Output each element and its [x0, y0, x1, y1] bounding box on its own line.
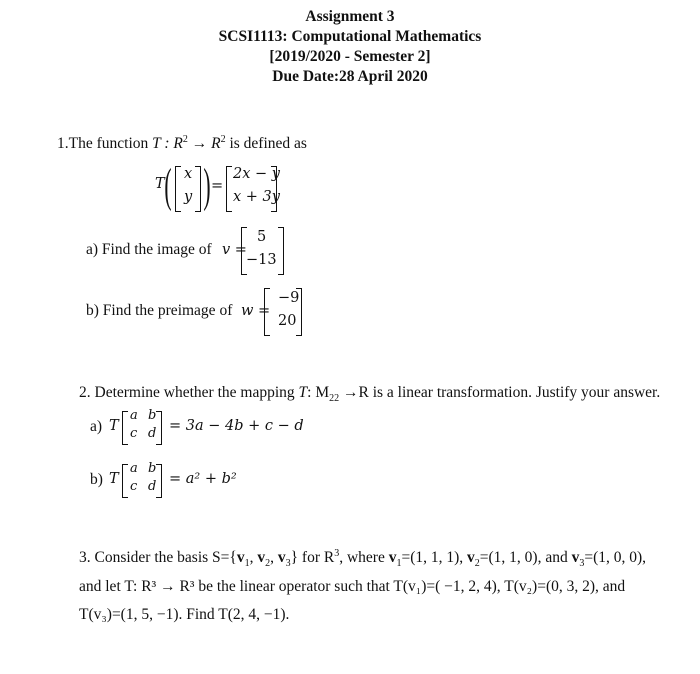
q2a-bracket-right — [156, 411, 162, 445]
q2b-m21: c — [130, 479, 138, 494]
input-bracket-right — [195, 166, 201, 212]
q2a-rhs: = 3a − 4b + c − d — [169, 418, 304, 434]
v-entry-2: −13 — [246, 252, 277, 268]
q3-line2: and let T: R³ → R³ be the linear operator such that T(v₁)=( −1, 2, 4), T(v₂)=(0, 3, 2), and — [79, 578, 626, 595]
w-entry-1: −9 — [278, 290, 300, 306]
q2a-label: a) — [90, 418, 103, 435]
assignment-title: Assignment 3 — [305, 8, 395, 25]
q2b-label: b) — [90, 471, 103, 488]
v-bracket-right — [278, 227, 284, 275]
q2a-bracket-left — [122, 411, 128, 445]
q2b-bracket-right — [156, 464, 162, 498]
right-paren: ) — [203, 159, 211, 212]
q2b-bracket-left — [122, 464, 128, 498]
q2b-m12: b — [148, 461, 157, 476]
q3-line1: 3. Consider the basis $S=\{v_1$, $v_2$, $v_3$} for $R^3$, where $v_1=(1$, 1, 1), $v_2=(1$, 1, 0), and $v_3=(1$, 0, 0), — [79, 547, 647, 570]
w-bracket-right — [296, 288, 302, 336]
q1a-var: v = — [222, 242, 247, 258]
q2b-T: T — [109, 471, 119, 487]
w-entry-2: 20 — [278, 313, 297, 329]
q1-intro: 1.The function T : $R^2 \to R^2$ is defined as — [57, 133, 307, 152]
input-x: x — [184, 166, 193, 182]
output-bracket-left — [226, 166, 232, 212]
q2a-m11: a — [130, 408, 138, 423]
output-row2: x + 3y — [233, 189, 280, 205]
w-bracket-left — [264, 288, 270, 336]
q2a-T: T — [109, 418, 119, 434]
v-entry-1: 5 — [257, 229, 267, 245]
q2b-rhs: = a² + b² — [169, 471, 237, 487]
semester: [2019/2020 - Semester 2] — [269, 48, 431, 65]
q2a-m12: b — [148, 408, 157, 423]
q2b-m22: d — [148, 479, 157, 494]
q2a-m21: c — [130, 426, 138, 441]
q1b-var: w = — [241, 303, 271, 319]
q3-line3: T(v₃)=(1, 5, −1). Find T(2, 4, −1). — [79, 606, 290, 623]
input-bracket-left — [175, 166, 181, 212]
q1b-text: b) Find the preimage of — [86, 302, 233, 319]
q1a-text: a) Find the image of — [86, 241, 212, 258]
q2-intro: 2. Determine whether the mapping T: $M_{22} \to R$ is a linear transformation. Justify your answer. — [79, 384, 661, 405]
left-paren: ( — [164, 159, 172, 212]
q2b-m11: a — [130, 461, 138, 476]
output-row1: 2x − y — [233, 166, 280, 182]
output-bracket-right — [271, 166, 277, 212]
course-title: SCSI1113: Computational Mathematics — [218, 28, 482, 45]
q2a-m22: d — [148, 426, 157, 441]
q1-T-symbol: T — [155, 176, 165, 192]
q1-equals: = — [211, 178, 224, 194]
due-date: Due Date:28 April 2020 — [272, 68, 428, 85]
input-y: y — [184, 189, 193, 205]
